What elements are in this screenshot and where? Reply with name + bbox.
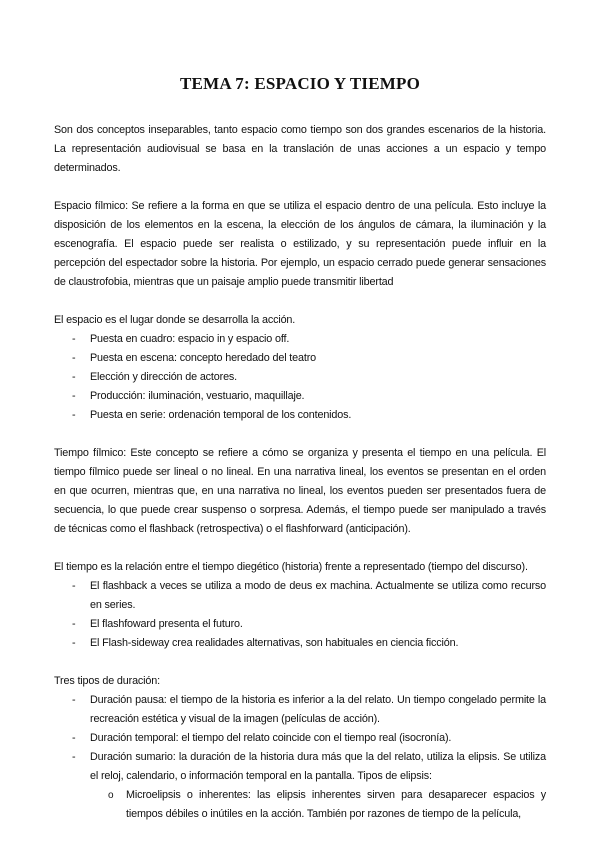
tiempo-filmico-paragraph: Tiempo fílmico: Este concepto se refiere a cómo se organiza y presenta el tiempo en una película. El tiempo fílmico puede ser lineal o no lineal. En una narrativa lineal, los eventos se presentan en el orden en que ocurren, mientras que, en una narrativa no lineal, los eventos pueden ser presentados fuera de secuencia, lo que puede crear suspenso o sorpresa. Además, el tiempo puede ser manipulado a través de técnicas como el flashback (retrospectiva) o el flashforward (anticipación). — [54, 447, 546, 535]
intro-paragraph: Son dos conceptos inseparables, tanto espacio como tiempo son dos grandes escenarios de la historia. La representación audiovisual se basa en la translación de unas acciones a un espacio y tempo determinados. — [54, 124, 546, 174]
elipsis-list — [90, 786, 546, 824]
dash-bullet: - — [72, 409, 76, 421]
list-item: - Duración sumario: la duración de la historia dura más que la del relato, utiliza la elipsis. Se utiliza el reloj, calendario, o información temporal en la pantalla. Tipos de elipsis: o Microelipsis o inherentes: las elipsis inherentes sirven para desaparecer espacios y tiempos débiles o inútiles en la acción. También por razones de tiempo de la película, — [90, 748, 546, 824]
list-item: - El flashback a veces se utiliza a modo de deus ex machina. Actualmente se utiliza como recurso en series. — [90, 577, 546, 615]
espacio-list — [54, 330, 546, 425]
list-item: - Puesta en cuadro: espacio in y espacio off. — [90, 330, 546, 349]
document-title: TEMA 7: ESPACIO Y TIEMPO — [180, 74, 420, 93]
dash-bullet: - — [72, 371, 76, 383]
espacio-lugar-paragraph: El espacio es el lugar donde se desarrolla la acción. — [54, 314, 296, 326]
list-item: - El Flash-sideway crea realidades alternativas, son habituales en ciencia ficción. — [90, 634, 546, 653]
dash-bullet: - — [72, 751, 76, 763]
espacio-filmico-paragraph: Espacio fílmico: Se refiere a la forma en que se utiliza el espacio dentro de una película. Esto incluye la disposición de los elementos en la escena, la elección de los ángulos de cámara, la iluminación y la escenografía. El espacio puede ser realista o estilizado, y su representación puede influir en la percepción del espectador sobre la historia. Por ejemplo, un espacio cerrado puede generar sensaciones de claustrofobia, mientras que un paisaje amplio puede transmitir libertad — [54, 200, 546, 288]
dash-bullet: - — [72, 694, 76, 706]
duracion-list — [54, 691, 546, 824]
list-item: - Duración temporal: el tiempo del relato coincide con el tiempo real (isocronía). — [90, 729, 546, 748]
dash-bullet: - — [72, 580, 76, 592]
list-item: - El flashfoward presenta el futuro. — [90, 615, 546, 634]
duracion-title: Tres tipos de duración: — [54, 675, 160, 687]
dash-bullet: - — [72, 637, 76, 649]
tiempo-list — [54, 577, 546, 653]
circle-bullet: o — [108, 790, 114, 801]
list-item: - Puesta en serie: ordenación temporal de los contenidos. — [90, 406, 546, 425]
dash-bullet: - — [72, 352, 76, 364]
list-item: o Microelipsis o inherentes: las elipsis inherentes sirven para desaparecer espacios y tiempos débiles o inútiles en la acción. También por razones de tiempo de la película, — [126, 786, 546, 824]
dash-bullet: - — [72, 732, 76, 744]
dash-bullet: - — [72, 333, 76, 345]
list-item: - Elección y dirección de actores. — [90, 368, 546, 387]
list-item: - Puesta en escena: concepto heredado del teatro — [90, 349, 546, 368]
dash-bullet: - — [72, 390, 76, 402]
dash-bullet: - — [72, 618, 76, 630]
list-item: - Duración pausa: el tiempo de la historia es inferior a la del relato. Un tiempo congelado permite la recreación estética y visual de la imagen (películas de acción). — [90, 691, 546, 729]
list-item: - Producción: iluminación, vestuario, maquillaje. — [90, 387, 546, 406]
tiempo-relacion-paragraph: El tiempo es la relación entre el tiempo diegético (historia) frente a representado (tiempo del discurso). — [54, 561, 528, 573]
